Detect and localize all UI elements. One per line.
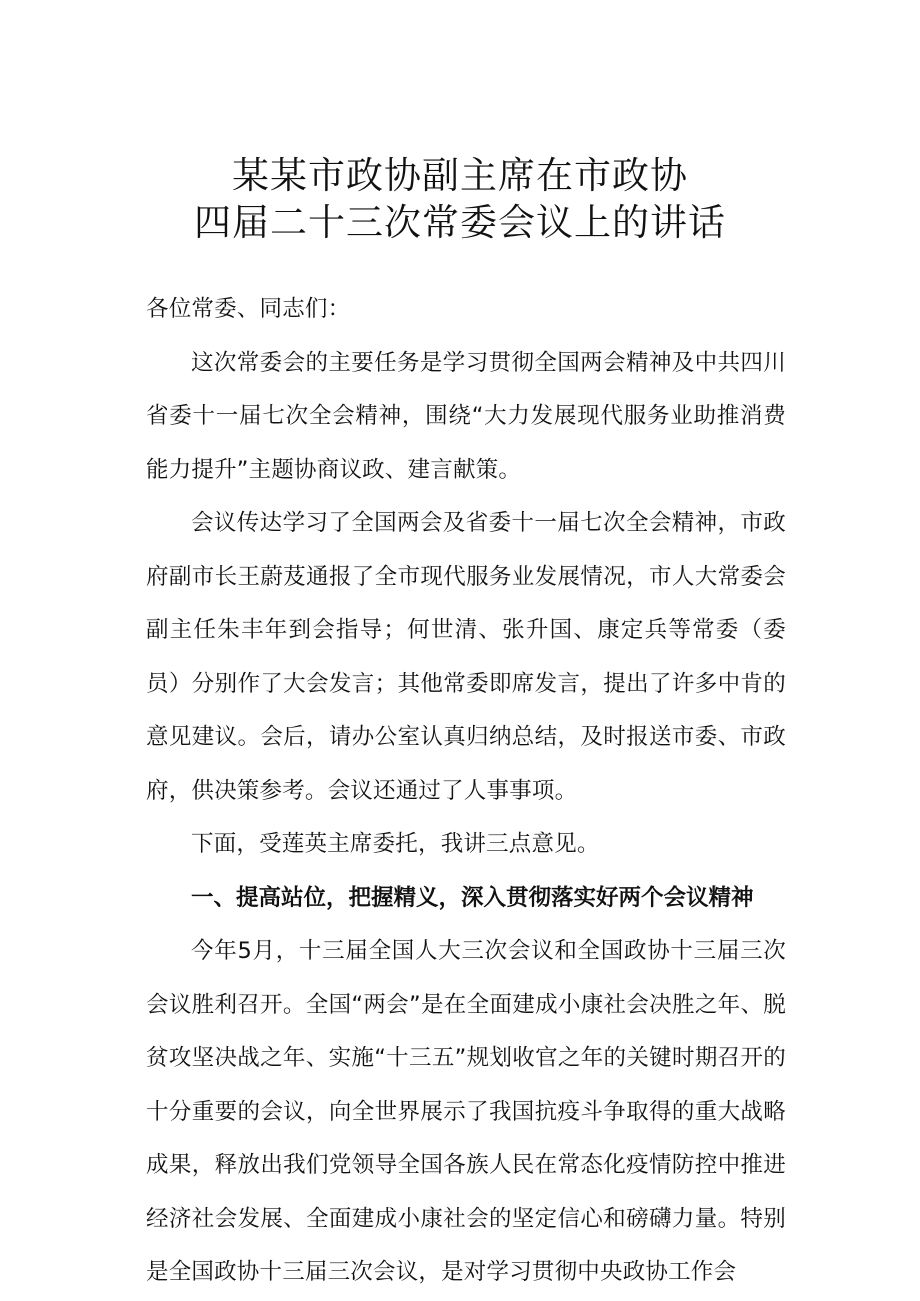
document-body xyxy=(146,283,786,1300)
title-line-1: 某某市政协副主席在市政协 xyxy=(232,154,688,197)
section-1-paragraph: 今年5月，十三届全国人大三次会议和全国政协十三届三次会议胜利召开。全国“两会”是在全面建成小康社会决胜之年、脱贫攻坚决战之年、实施“十三五”规划收官之年的关键时期召开的十分重要的会议，向全世界展示了我国抗疫斗争取得的重大战略成果，释放出我们党领导全国各族人民在常态化疫情防控中推进经济社会发展、全面建成小康社会的坚定信心和磅礴力量。特别是全国政协十三届三次会议，是对学习贯彻中央政协工作会 xyxy=(146,938,786,1285)
section-heading-1: 一、提高站位，把握精义，深入贯彻落实好两个会议精神 xyxy=(191,884,754,911)
title-line-2: 四届二十三次常委会议上的讲话 xyxy=(194,201,726,244)
document-title xyxy=(0,152,920,246)
paragraph-3: 下面，受莲英主席委托，我讲三点意见。 xyxy=(191,831,600,857)
paragraph-1: 这次常委会的主要任务是学习贯彻全国两会精神及中共四川省委十一届七次全会精神，围绕“大力发展现代服务业助推消费能力提升”主题协商议政、建言献策。 xyxy=(146,349,786,483)
paragraph-2: 会议传达学习了全国两会及省委十一届七次全会精神，市政府副市长王蔚芨通报了全市现代服务业发展情况，市人大常委会副主任朱丰年到会指导；何世清、张升国、康定兵等常委（委员）分别作了大会发言；其他常委即席发言，提出了许多中肯的意见建议。会后，请办公室认真归纳总结，及时报送市委、市政府，供决策参考。会议还通过了人事事项。 xyxy=(146,510,786,804)
salutation: 各位常委、同志们： xyxy=(146,296,351,322)
